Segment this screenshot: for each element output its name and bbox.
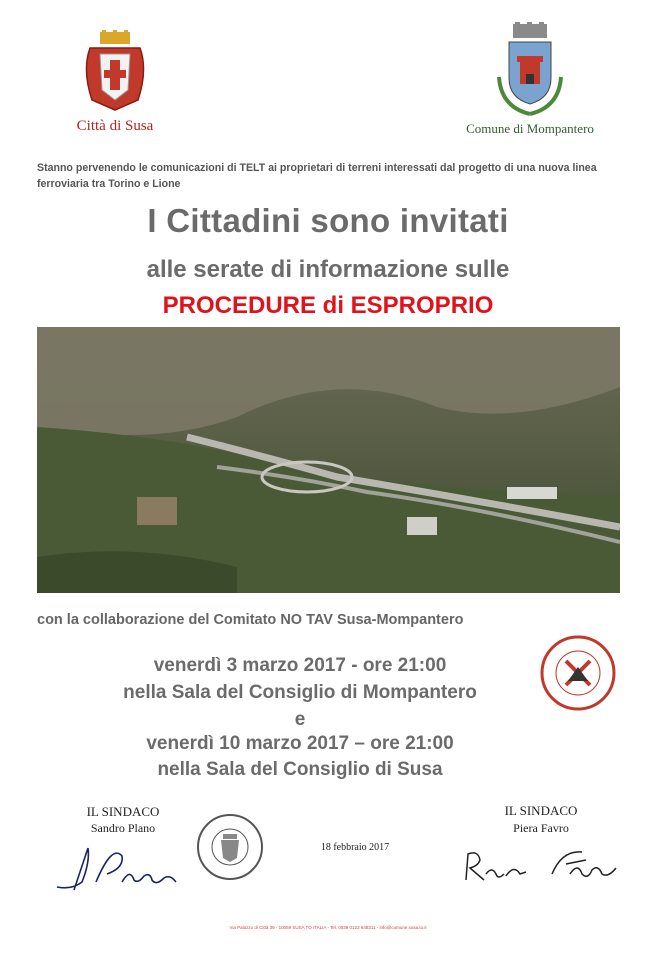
no-tav-stamp [538,633,618,713]
left-mayor-name: Sandro Plano [90,821,156,835]
headline-invited: I Cittadini sono invitati [147,202,509,239]
right-mayor-name: Piera Favro [513,821,569,835]
right-town-name: Comune di Mompantero [466,121,594,136]
citta-di-susa-crest [80,30,150,112]
right-mayor-signature [462,844,622,886]
comune-di-mompantero-crest [495,22,565,117]
second-event-date: venerdì 10 marzo 2017 – ore 21:00 [146,733,454,754]
left-town-name: Città di Susa [76,118,154,134]
event-conjunction: e [294,709,306,730]
second-event-place: nella Sala del Consiglio di Susa [157,759,443,780]
headline-expropriation: PROCEDURE di ESPROPRIO [162,292,494,319]
footer-contact: Via Palazzo di Città 39 - 10059 SUSA TO ITALIA - Tel. 0039 0122 648311 - info@comune.susa.to.it [229,925,427,930]
headline-info-evenings: alle serate di informazione sulle [146,256,510,283]
first-event-place: nella Sala del Consiglio di Mompantero [123,682,477,703]
left-mayor-signature [52,842,182,894]
right-mayor-title: IL SINDACO [504,803,578,818]
document-date: 18 febbraio 2017 [320,842,390,853]
intro-text: Stanno pervenendo le comunicazioni di TELT ai proprietari di terreni interessati dal progetto di una nuova linea ferroviaria tra Torino e Lione [37,162,597,190]
first-event-date: venerdì 3 marzo 2017 - ore 21:00 [153,655,447,676]
collaboration-text: con la collaborazione del Comitato NO TAV Susa-Mompantero [37,612,464,628]
left-mayor-title: IL SINDACO [86,804,160,819]
aerial-photo [37,327,620,593]
citta-di-susa-seal [195,812,265,882]
